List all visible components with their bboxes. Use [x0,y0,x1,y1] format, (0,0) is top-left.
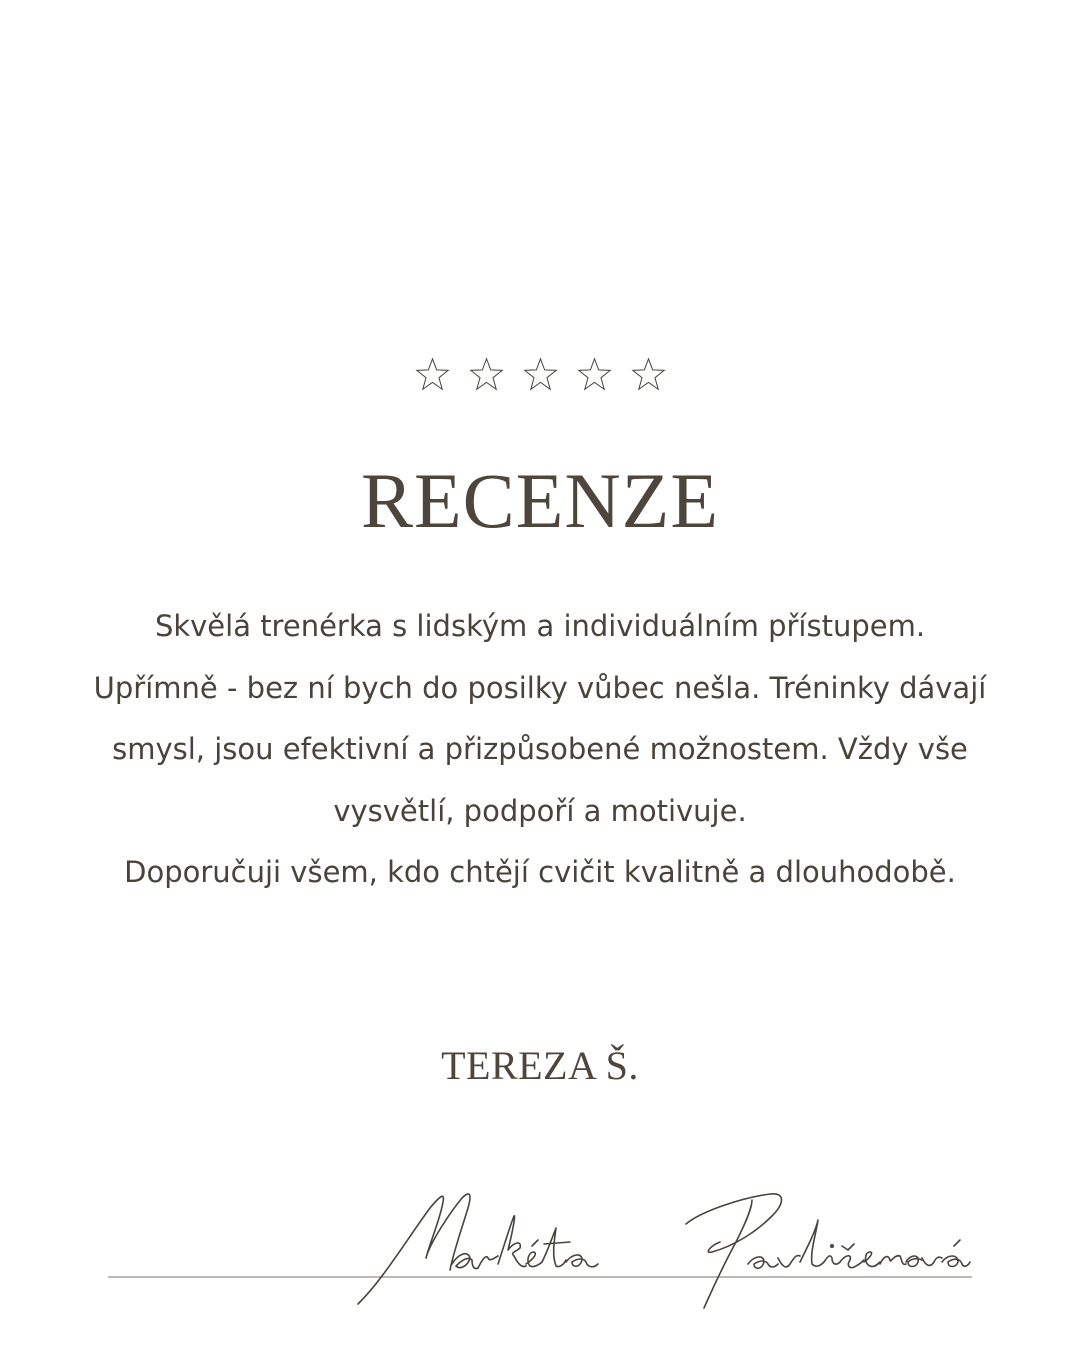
review-line: Skvělá trenérka s lidským a individuálním přístupem. [154,609,926,643]
signature-first-name [358,1194,598,1304]
review-line: vysvětlí, podpoří a motivuje. [333,793,747,828]
review-line: Upřímně - bez ní bych do posilky vůbec nešla. Tréninky dávají [93,670,987,705]
review-line: Doporučuji všem, kdo chtějí cvičit kvalitně a dlouhodobě. [124,855,956,889]
star-icon [576,356,613,393]
star-icon [468,356,505,393]
signature [100,1180,980,1320]
review-line: smysl, jsou efektivní a přizpůsobené možnostem. Vždy vše [112,732,968,766]
review-text [40,596,1040,904]
star-icon [522,356,559,393]
star-icon [414,356,451,393]
page-title: RECENZE [361,457,719,544]
signature-last-name [686,1194,970,1308]
review-author: TEREZA Š. [441,1043,639,1088]
rating-stars [0,356,1080,393]
star-icon [630,356,667,393]
